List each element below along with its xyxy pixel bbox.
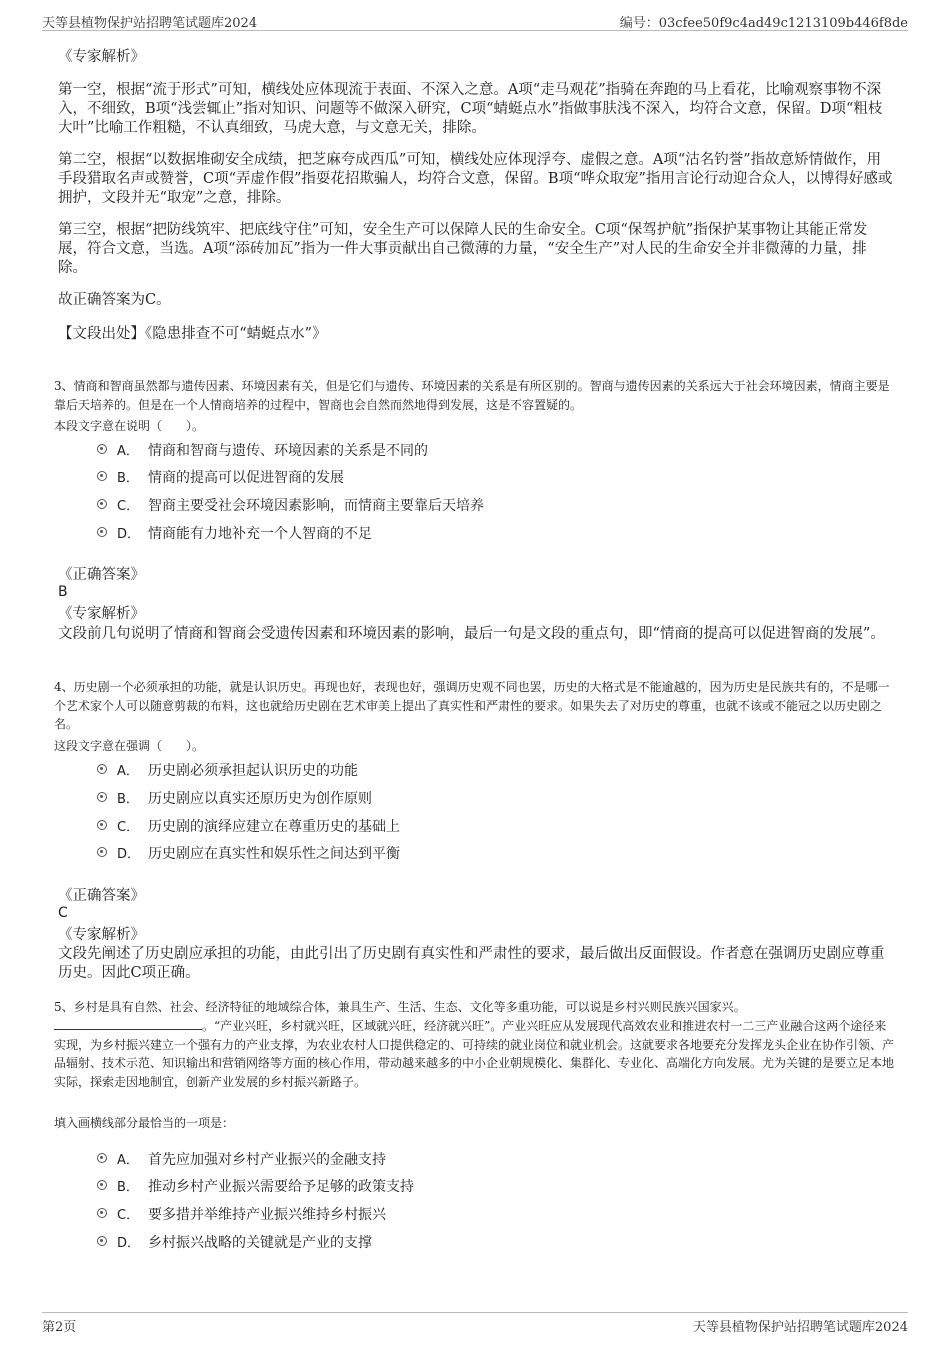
fill-blank-line	[54, 1017, 202, 1030]
radio-icon[interactable]	[97, 444, 107, 454]
radio-icon[interactable]	[97, 792, 107, 802]
radio-icon[interactable]	[97, 499, 107, 509]
footer-page-number: 第2页	[42, 1320, 77, 1335]
q2-analysis-label: 《专家解析》	[58, 49, 145, 65]
q5-stem-rest: 。“产业兴旺，乡村就兴旺，区域就兴旺，经济就兴旺”。产业兴旺应从发展现代高效农业和推进农村一二三产业融合这两个途径来实现，为乡村振兴建立一个强有力的产业支撑，为农业农村人口提供稳定的、可持续的就业岗位和就业机会。这就要求各地要充分发挥龙头企业在协作引领、产品辐射、技术示范、知识输出和营销网络等方面的核心作用，带动越来越多的中小企业朝规模化、集群化、专业化、高端化方向发展。尤为关键的是要立足本地实际，探索走因地制宜，创新产业发展的乡村振兴新路子。	[54, 1019, 895, 1089]
radio-icon[interactable]	[97, 764, 107, 774]
q2-analysis-para1: 第一空，根据“流于形式”可知，横线处应体现流于表面、不深入之意。A项“走马观花”指骑在奔跑的马上看花，比喻观察事物不深入，不细致，B项“浅尝辄止”指对知识、问题等不做深入研究，C项“蜻蜓点水”指做事肤浅不深入，均符合文意，保留。D项“粗枝大叶”比喻工作粗糙，不认真细致，马虎大意，与文意无关，排除。	[58, 82, 883, 136]
q2-source: 【文段出处】《隐患排查不可“蜻蜓点水”》	[58, 326, 327, 342]
q3-answer-label: 《正确答案》	[58, 567, 145, 583]
page-header	[42, 10, 908, 31]
q5-prompt: 填入画横线部分最恰当的一项是：	[54, 1116, 235, 1130]
q2-conclusion: 故正确答案为C。	[58, 292, 171, 308]
q3-stem: 3、情商和智商虽然都与遗传因素、环境因素有关，但是它们与遗传、环境因素的关系是有所区别的。智商与遗传因素的关系远大于社会环境因素，情商主要是靠后天培养的。但是在一个人情商培养的过程中，智商也会自然而然地得到发展，这是不容置疑的。	[54, 379, 890, 412]
q4-answer: C	[58, 905, 68, 921]
header-doc-id: 编号：03cfee50f9c4ad49c1213109b446f8de	[619, 16, 908, 31]
q2-analysis-para2: 第二空，根据“以数据堆砌安全成绩，把芝麻夸成西瓜”可知，横线处应体现浮夸、虚假之意。A项“沽名钓誉”指故意矫情做作，用手段猎取名声或赞誉，C项“弄虚作假”指耍花招欺骗人，均符合文意，保留。B项“哗众取宠”指用言论行动迎合众人，以博得好感或拥护，文段并无“取宠”之意，排除。	[58, 152, 893, 206]
q3-prompt: 本段文字意在说明（ ）。	[54, 419, 205, 433]
radio-icon[interactable]	[97, 1208, 107, 1218]
footer-title: 天等县植物保护站招聘笔试题库2024	[692, 1320, 908, 1335]
header-title: 天等县植物保护站招聘笔试题库2024	[42, 16, 258, 31]
radio-icon[interactable]	[97, 1180, 107, 1190]
page-footer	[42, 1312, 908, 1335]
radio-icon[interactable]	[97, 527, 107, 537]
radio-icon[interactable]	[97, 1236, 107, 1246]
q3-analysis-label: 《专家解析》	[58, 606, 145, 622]
radio-icon[interactable]	[97, 1153, 107, 1163]
q4-stem: 4、历史剧一个必须承担的功能，就是认识历史。再现也好，表现也好，强调历史观不同也罢，历史的大格式是不能逾越的，因为历史是民族共有的，不是哪一个艺术家个人可以随意剪裁的布料，这也就给历史剧在艺术审美上提出了真实性和严肃性的要求。如果失去了对历史的尊重，也就不该或不能冠之以历史剧之名。	[54, 680, 890, 731]
q5-stem-first: 5、乡村是具有自然、社会、经济特征的地域综合体，兼具生产、生活、生态、文化等多重功能，可以说是乡村兴则民族兴国家兴。	[54, 1000, 746, 1014]
q4-prompt: 这段文字意在强调（ ）。	[54, 739, 205, 753]
q4-analysis-label: 《专家解析》	[58, 927, 145, 943]
q4-analysis: 文段先阐述了历史剧应承担的功能，由此引出了历史剧有真实性和严肃性的要求，最后做出反面假设。作者意在强调历史剧应尊重历史。因此C项正确。	[58, 946, 885, 981]
radio-icon[interactable]	[97, 471, 107, 481]
q4-answer-label: 《正确答案》	[58, 888, 145, 904]
q2-analysis-para3: 第三空，根据“把防线筑牢、把底线守住”可知，安全生产可以保障人民的生命安全。C项“保驾护航”指保护某事物让其能正常发展，符合文意，当选。A项“添砖加瓦”指为一件大事贡献出自己微薄的力量，“安全生产”对人民的生命安全并非微薄的力量，排除。	[58, 222, 868, 276]
radio-icon[interactable]	[97, 847, 107, 857]
radio-icon[interactable]	[97, 820, 107, 830]
q3-analysis: 文段前几句说明了情商和智商会受遗传因素和环境因素的影响，最后一句是文段的重点句，即“情商的提高可以促进智商的发展”。	[58, 626, 885, 642]
q3-answer: B	[58, 584, 68, 600]
